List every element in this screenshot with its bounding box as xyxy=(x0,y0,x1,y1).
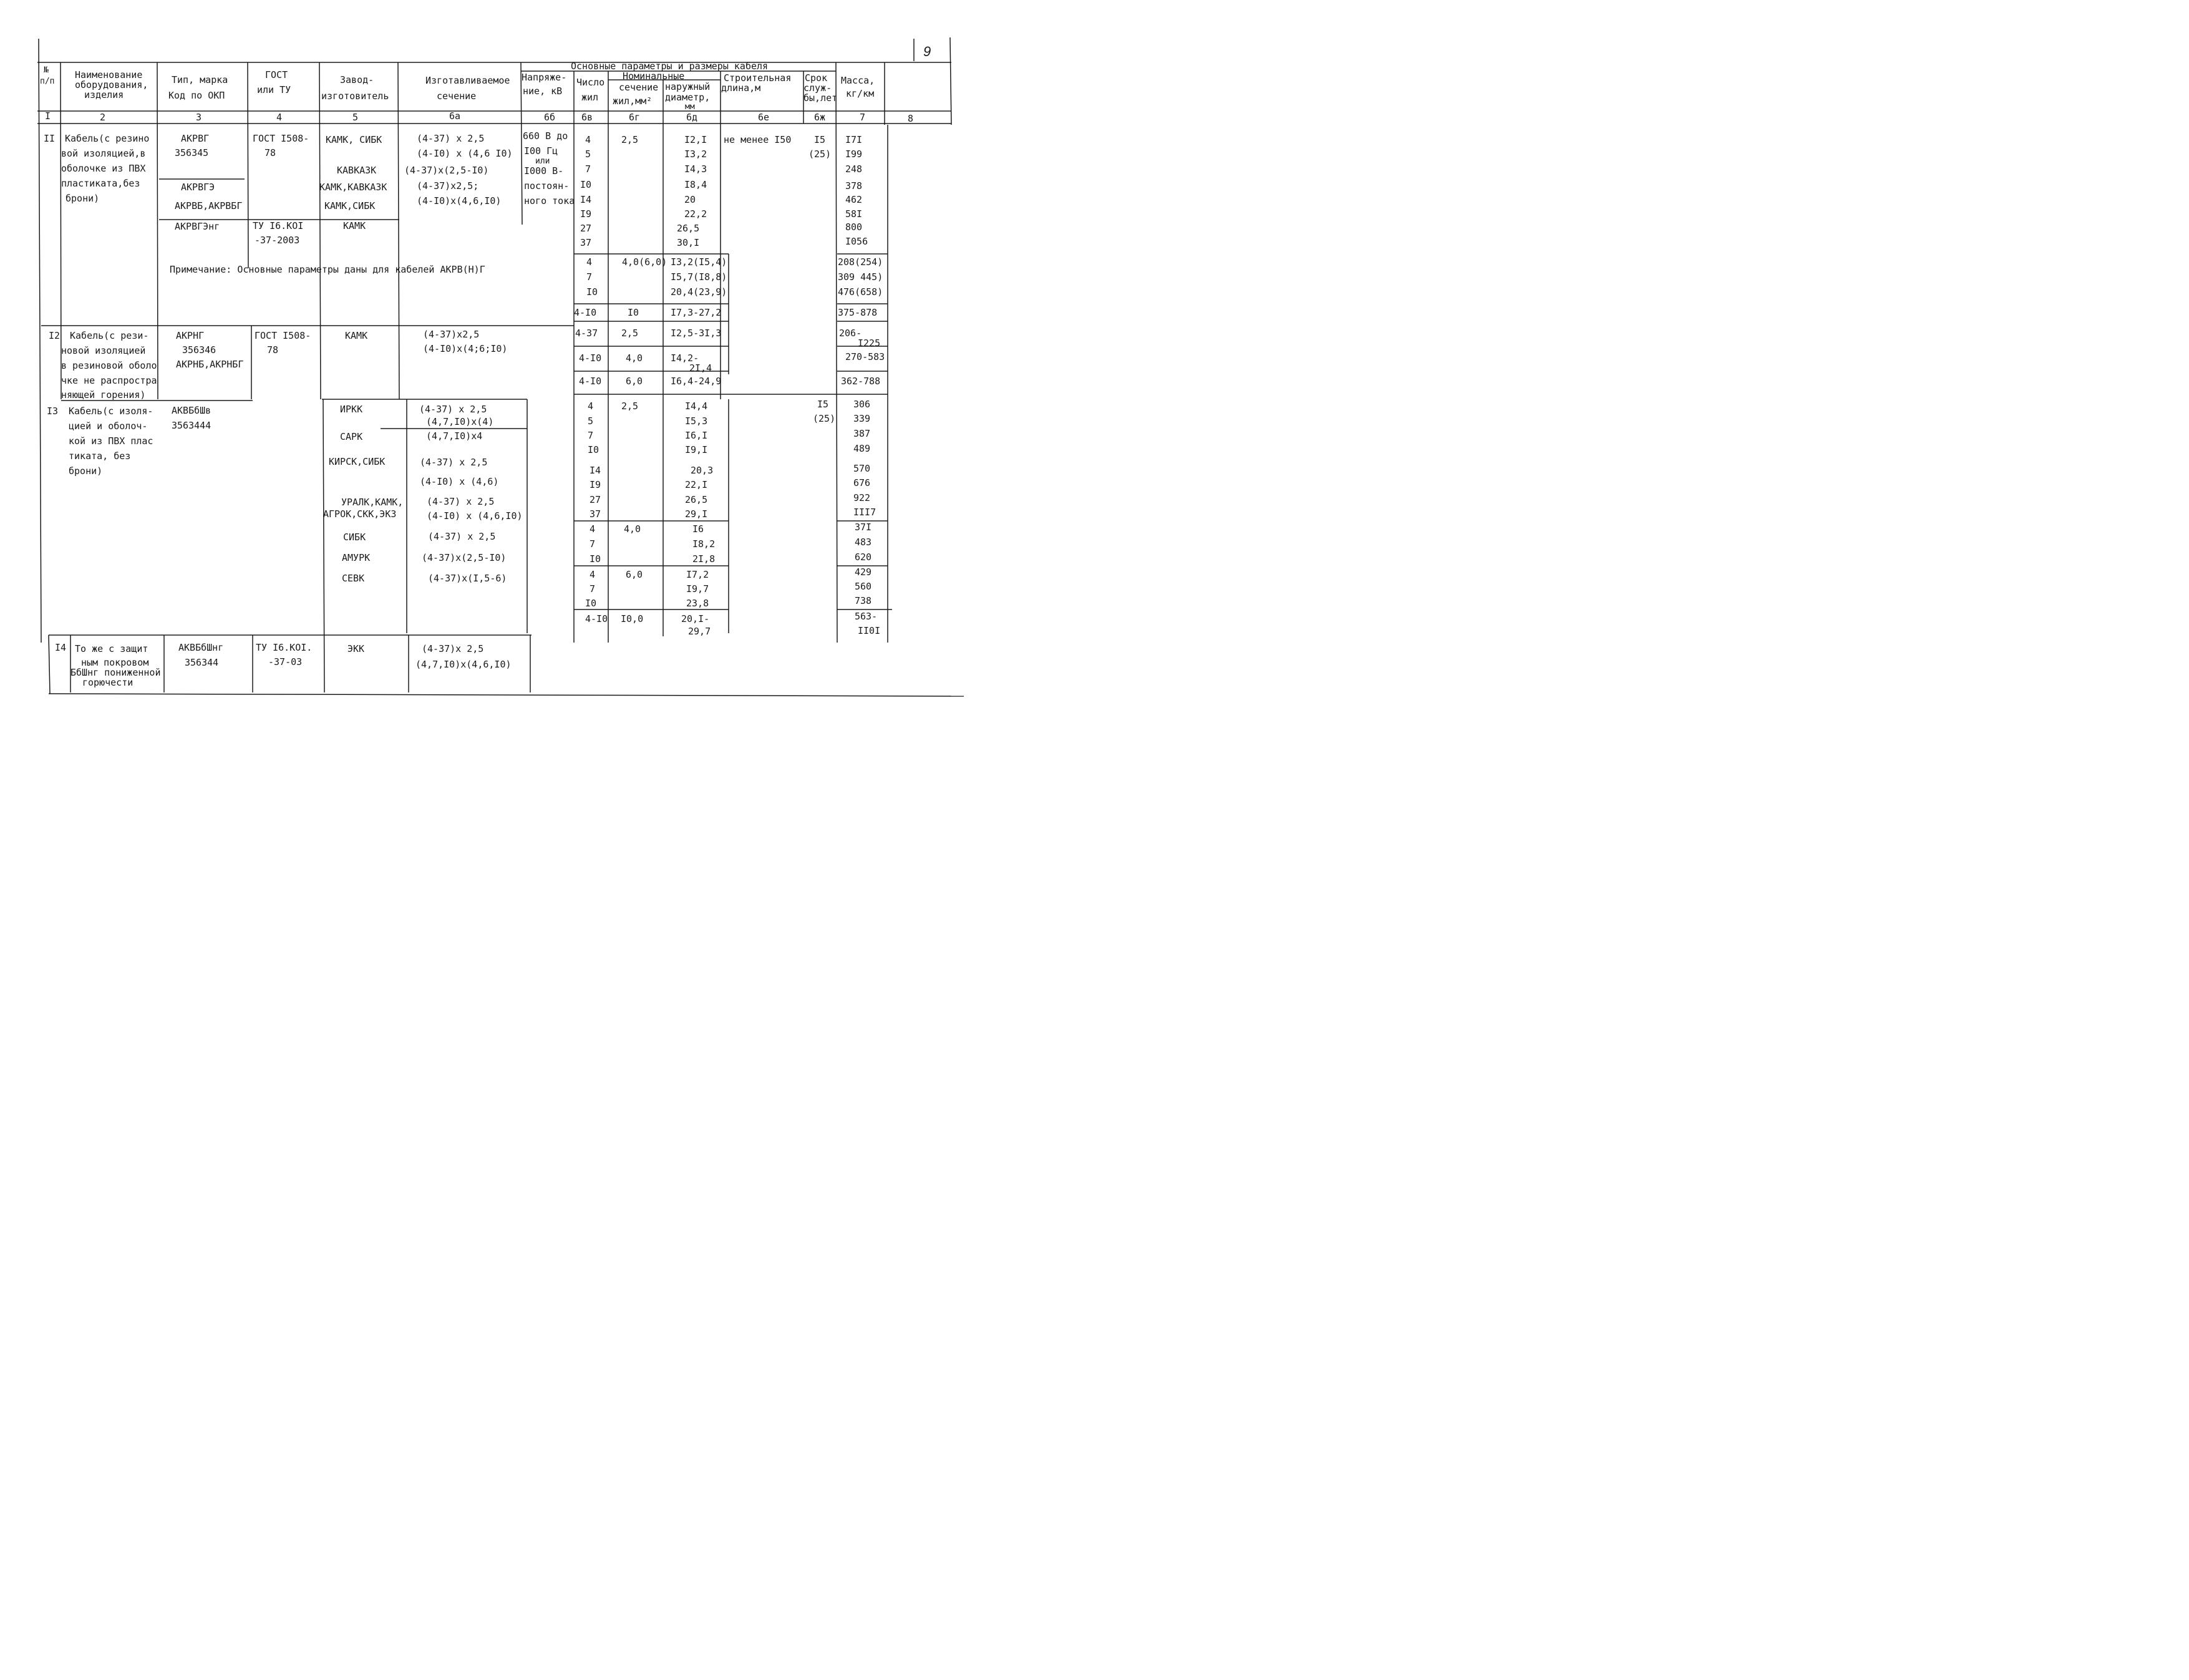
mass: 270-583 xyxy=(845,351,885,362)
column-number: 7 xyxy=(860,112,866,123)
section-6a: (4-I0) x (4,6) xyxy=(420,476,499,487)
item-name: горючести xyxy=(82,677,133,688)
mass: I7I xyxy=(845,134,863,145)
mass: 306 xyxy=(853,399,871,410)
type-mark: АКРНГ xyxy=(176,330,205,341)
header-section-line1: сечение xyxy=(619,82,659,93)
core-section: 6,0 xyxy=(626,376,643,387)
cores: 27 xyxy=(590,494,601,505)
column-number: 6ж xyxy=(814,112,826,123)
outer-diameter: 20,3 xyxy=(691,465,714,476)
mass: I99 xyxy=(845,148,863,160)
item-name: Кабель(с рези- xyxy=(70,330,149,341)
mass: 206- xyxy=(839,328,862,339)
mass: 378 xyxy=(845,180,863,192)
header-mass-line2: кг/км xyxy=(846,88,875,99)
manufacturer: КИРСК,СИБК xyxy=(329,456,386,467)
item-name: Кабель(с изоля- xyxy=(69,405,153,417)
manufacturer: ЭКК xyxy=(347,643,365,654)
type-mark: АКРВГ xyxy=(181,133,210,144)
outer-diameter: 22,I xyxy=(685,479,708,490)
manufacturer: САРК xyxy=(340,431,363,442)
item-name: тиката, без xyxy=(69,450,131,462)
manufacturer: КАМК,СИБК xyxy=(324,200,376,211)
item-name: брони) xyxy=(66,193,100,204)
column-number: 6г xyxy=(629,112,641,123)
outer-diameter: I4,3 xyxy=(684,163,707,175)
mass: I225 xyxy=(858,337,881,349)
header-diameter-line2: диаметр, xyxy=(665,92,711,103)
outer-diameter: 2I,8 xyxy=(692,553,716,565)
service-life: (25) xyxy=(808,148,832,160)
header-cores-line1: Число xyxy=(576,77,605,88)
cores: 7 xyxy=(590,538,596,550)
item-name: оболочке из ПВХ xyxy=(61,163,146,174)
manufacturer: АМУРК xyxy=(342,552,371,563)
outer-diameter: I5,7(I8,8) xyxy=(671,271,727,283)
item-name: кой из ПВХ плас xyxy=(69,435,153,447)
outer-diameter: I6 xyxy=(692,523,704,535)
header-group-title: Основные параметры и размеры кабеля xyxy=(571,61,769,72)
header-mass-line1: Масса, xyxy=(841,75,875,86)
cores: I0 xyxy=(590,553,601,565)
outer-diameter: I7,2 xyxy=(686,569,709,580)
row-number: I4 xyxy=(55,642,67,653)
mass: 476(658) xyxy=(838,286,883,298)
manufacturer: КАМК,КАВКАЗК xyxy=(319,182,387,193)
manufacturer: КАМК xyxy=(343,220,366,231)
cores: 27 xyxy=(580,223,592,234)
cores: I9 xyxy=(590,479,601,490)
header-service-line2: служ- xyxy=(803,82,832,94)
manufacturer: КАВКАЗК xyxy=(337,165,377,176)
okp-code: 356345 xyxy=(175,147,209,158)
okp-code: 356344 xyxy=(185,657,219,668)
header-nominal: Номинальные xyxy=(623,70,685,82)
outer-diameter: I2,I xyxy=(684,134,707,145)
item-name: БбШнг пониженной xyxy=(70,667,161,678)
outer-diameter: 20 xyxy=(684,194,696,205)
manufacturer: СИБК xyxy=(343,532,366,543)
header-name-line3: изделия xyxy=(84,89,124,100)
section-6a: (4-37) x 2,5 xyxy=(417,133,485,144)
header-num-line1: № xyxy=(44,66,49,75)
note: Примечание: Основные параметры даны для кабелей АКРВ(Н)Г xyxy=(170,264,485,275)
cores: 37 xyxy=(580,237,592,248)
mass: 208(254) xyxy=(838,256,883,268)
outer-diameter: I8,2 xyxy=(692,538,716,550)
section-6a: (4-37) x 2,5 xyxy=(420,457,488,468)
outer-diameter: 29,7 xyxy=(688,626,711,637)
column-number: 5 xyxy=(352,112,359,123)
section-6a: (4-37)x(2,5-I0) xyxy=(422,552,507,563)
cores: 4 xyxy=(590,523,596,535)
mass: 248 xyxy=(845,163,863,175)
header-length-line2: длина,м xyxy=(721,82,761,94)
gost: -37-03 xyxy=(268,656,303,668)
mass: II0I xyxy=(858,625,881,636)
cores: 7 xyxy=(585,163,591,175)
header-diameter-line1: наружный xyxy=(665,81,711,92)
gost: ТУ I6.КОI xyxy=(253,220,304,231)
header-type-line1: Тип, марка xyxy=(172,74,228,85)
header-name-line2: оборудования, xyxy=(75,79,148,90)
core-section: 2,5 xyxy=(621,134,639,145)
outer-diameter: 23,8 xyxy=(686,598,709,609)
section-6a: (4-37)x2,5 xyxy=(423,329,480,340)
item-name: в резиновой оболо xyxy=(61,360,157,371)
outer-diameter: 20,4(23,9) xyxy=(671,286,727,298)
column-number: I xyxy=(45,110,51,122)
type-mark: АКРВБ,АКРВБГ xyxy=(175,200,243,211)
column-number: 6в xyxy=(581,112,593,123)
gost: ГОСТ I508- xyxy=(253,133,309,144)
gost: 78 xyxy=(267,344,279,356)
cores: 5 xyxy=(585,148,591,160)
gost: ГОСТ I508- xyxy=(255,330,311,341)
mass: I056 xyxy=(845,236,868,247)
type-mark: АКВБбШнг xyxy=(178,642,224,653)
service-life: I5 xyxy=(817,399,829,410)
core-section: I0,0 xyxy=(621,613,644,624)
item-name: ным покровом xyxy=(81,657,149,668)
core-section: 4,0(6,0) xyxy=(622,256,667,268)
mass: 429 xyxy=(855,566,872,578)
mass: 339 xyxy=(853,413,871,424)
gost: -37-2003 xyxy=(255,235,300,246)
column-number: 6а xyxy=(449,110,461,122)
cores: 7 xyxy=(590,583,596,595)
manufacturer: СЕВК xyxy=(342,573,365,584)
core-section: 4,0 xyxy=(626,352,643,364)
cores: 7 xyxy=(588,430,594,441)
mass: 738 xyxy=(855,595,872,606)
outer-diameter: I3,2(I5,4) xyxy=(671,256,727,268)
type-mark: АКВБбШв xyxy=(172,405,211,416)
header-6a-line2: сечение xyxy=(437,90,477,102)
header-num-line2: п/п xyxy=(40,77,55,86)
core-section: I0 xyxy=(628,307,639,318)
outer-diameter: I9,I xyxy=(685,444,708,455)
cores: 5 xyxy=(588,415,594,427)
header-service-line1: Срок xyxy=(805,72,828,84)
item-name: пластиката,без xyxy=(61,178,140,189)
item-name: вой изоляцией,в xyxy=(61,148,146,159)
row-number: II xyxy=(44,133,56,144)
outer-diameter: I6,I xyxy=(685,430,708,441)
cores: 4 xyxy=(586,256,593,268)
outer-diameter: I5,3 xyxy=(685,415,708,427)
section-6a: (4-37) x 2,5 xyxy=(419,404,487,415)
column-number: 6д xyxy=(686,112,698,123)
section-6a: (4-37)x2,5; xyxy=(417,180,479,192)
voltage: ного тока xyxy=(524,195,575,206)
manufacturer: КАМК, СИБК xyxy=(326,134,382,145)
outer-diameter: I4,4 xyxy=(685,401,708,412)
column-number: 6б xyxy=(544,112,556,123)
service-life: (25) xyxy=(813,413,836,424)
mass: III7 xyxy=(853,507,876,518)
mass: 387 xyxy=(853,428,871,439)
outer-diameter: I9,7 xyxy=(686,583,709,595)
mass: 560 xyxy=(855,581,872,592)
header-6a-line1: Изготавливаемое xyxy=(425,75,510,86)
header-cores-line2: жил xyxy=(581,92,599,103)
gost: ТУ I6.КОI. xyxy=(256,642,313,653)
outer-diameter: 22,2 xyxy=(684,208,707,220)
outer-diameter: I3,2 xyxy=(684,148,707,160)
cores: I0 xyxy=(585,598,597,609)
mass: 483 xyxy=(855,537,872,548)
core-section: 2,5 xyxy=(621,401,639,412)
mass: 362-788 xyxy=(841,376,881,387)
type-mark: АКРНБ,АКРНБГ xyxy=(176,359,244,370)
cores: 4-I0 xyxy=(579,352,602,364)
cores: 4-I0 xyxy=(585,613,608,624)
section-6a: (4-37) x 2,5 xyxy=(427,496,495,507)
outer-diameter: I6,4-24,9 xyxy=(671,376,722,387)
core-section: 6,0 xyxy=(626,569,643,580)
cores: 4-I0 xyxy=(574,307,597,318)
cores: 4-I0 xyxy=(579,376,602,387)
outer-diameter: I8,4 xyxy=(684,179,707,190)
outer-diameter: 29,I xyxy=(685,508,708,520)
mass: 676 xyxy=(853,477,871,488)
section-6a: (4-37)x 2,5 xyxy=(422,643,484,654)
manufacturer: УРАЛК,КАМК, xyxy=(341,497,404,508)
header-voltage-line2: ние, кВ xyxy=(523,85,563,97)
item-name: То же с защит xyxy=(75,643,148,654)
outer-diameter: 30,I xyxy=(677,237,700,248)
voltage: или xyxy=(535,157,550,166)
mass: 489 xyxy=(853,443,871,454)
outer-diameter: 26,5 xyxy=(677,223,700,234)
mass: 37I xyxy=(855,522,872,533)
gost: 78 xyxy=(265,147,276,158)
header-voltage-line1: Напряже- xyxy=(522,72,567,83)
cores: I4 xyxy=(590,465,601,476)
cores: I0 xyxy=(586,286,598,298)
row-number: I3 xyxy=(47,405,59,417)
voltage: 660 В до xyxy=(523,130,568,142)
core-section: 4,0 xyxy=(624,523,641,535)
construction-length: не менее I50 xyxy=(724,134,792,145)
header-plant-line2: изготовитель xyxy=(321,90,389,102)
cores: I4 xyxy=(580,194,592,205)
mass: 563- xyxy=(855,611,878,622)
outer-diameter: 2I,4 xyxy=(689,362,712,374)
item-name: новой изоляцией xyxy=(61,345,146,356)
cores: 4 xyxy=(590,569,596,580)
column-number: 3 xyxy=(196,112,202,123)
section-6a: (4-I0) x (4,6,I0) xyxy=(427,510,523,522)
core-section: 2,5 xyxy=(621,328,639,339)
mass: 570 xyxy=(853,463,871,474)
outer-diameter: I7,3-27,2 xyxy=(671,307,722,318)
cores: 37 xyxy=(590,508,601,520)
header-section-line2: жил,мм² xyxy=(613,95,653,107)
column-number: 4 xyxy=(276,112,283,123)
mass: 309 445) xyxy=(838,271,883,283)
section-6a: (4,7,I0)x(4) xyxy=(426,416,494,427)
item-name: цией и оболоч- xyxy=(69,420,148,432)
outer-diameter: I4,2- xyxy=(671,352,699,364)
section-6a: (4,7,I0)x4 xyxy=(426,430,483,442)
header-service-line3: бы,лет xyxy=(803,92,838,104)
header-type-line2: Код по ОКП xyxy=(168,90,225,101)
cores: 4-37 xyxy=(575,328,598,339)
item-name: чке не распростра xyxy=(61,375,157,386)
header-diameter-line3: мм xyxy=(685,102,695,112)
section-6a: (4-I0) x (4,6 I0) xyxy=(417,148,513,159)
okp-code: 356346 xyxy=(182,344,216,356)
manufacturer: АГРОК,СКК,ЭКЗ xyxy=(323,508,397,520)
header-plant-line1: Завод- xyxy=(340,74,374,85)
header-length-line1: Строительная xyxy=(724,72,792,84)
item-name: брони) xyxy=(69,465,103,477)
mass: 375-878 xyxy=(838,307,878,318)
outer-diameter: 20,I- xyxy=(681,613,710,624)
item-name: Кабель(с резино xyxy=(65,133,150,144)
voltage: I00 Гц xyxy=(524,145,558,157)
column-number: 8 xyxy=(908,113,914,124)
type-mark: АКРВГЭ xyxy=(181,182,215,193)
manufacturer: ИРКК xyxy=(340,404,363,415)
column-number: 6е xyxy=(758,112,770,123)
section-6a: (4-I0)x(4,6,I0) xyxy=(417,195,502,206)
header-gost-line1: ГОСТ xyxy=(265,69,288,80)
page-number: 9 xyxy=(923,44,931,59)
section-6a: (4-I0)x(4;6;I0) xyxy=(423,343,508,354)
section-6a: (4-37) x 2,5 xyxy=(428,531,496,542)
outer-diameter: 26,5 xyxy=(685,494,708,505)
mass: 462 xyxy=(845,194,863,205)
cores: I9 xyxy=(580,208,592,220)
section-6a: (4-37)x(2,5-I0) xyxy=(404,165,489,176)
header-name-line1: Наименование xyxy=(75,69,143,80)
section-6a: (4-37)x(I,5-6) xyxy=(428,573,507,584)
header-gost-line2: или ТУ xyxy=(257,84,291,95)
mass: 800 xyxy=(845,221,863,233)
row-number: I2 xyxy=(49,330,61,341)
okp-code: 3563444 xyxy=(172,420,211,431)
section-6a: (4,7,I0)x(4,6,I0) xyxy=(415,659,512,670)
item-name: няющей горения) xyxy=(61,389,146,401)
cores: 4 xyxy=(588,401,594,412)
mass: 620 xyxy=(855,551,872,563)
cores: I0 xyxy=(588,444,599,455)
voltage: I000 В- xyxy=(524,165,564,177)
cores: 4 xyxy=(585,134,591,145)
cores: 7 xyxy=(586,271,593,283)
mass: 922 xyxy=(853,492,871,503)
column-number: 2 xyxy=(100,112,106,123)
manufacturer: КАМК xyxy=(345,330,368,341)
voltage: постоян- xyxy=(524,180,570,192)
cores: I0 xyxy=(580,179,592,190)
type-mark: АКРВГЭнг xyxy=(175,221,220,232)
mass: 58I xyxy=(845,208,863,220)
service-life: I5 xyxy=(814,134,826,145)
outer-diameter: I2,5-3I,3 xyxy=(671,328,722,339)
